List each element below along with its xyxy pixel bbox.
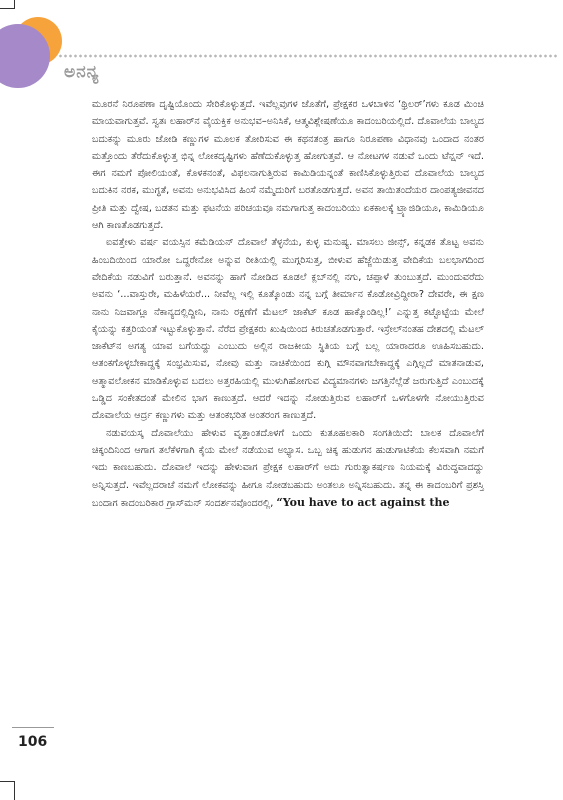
paragraph-text: ಐವತ್ತೇಳು ವರ್ಷ ವಯಸ್ಸಿನ ಕಮೆಡಿಯನ್ ದೊವಾಲೆ ತೆಳ್ಳನೆಯ, ಕುಳ್ಳ ಮನುಷ್ಯ. ಮಾಸಲು ಜೀನ್ಸ್, ಕನ್ನಡಕ ತೊಟ್ಟ ಅವನು ಹಿಂಬದಿಯಿಂದ ಯಾರೋ ಒದ್ದರೇನೋ ಅನ್ನುವ ರೀತಿಯಲ್ಲಿ ಮುಗ್ಗರಿಸುತ್ತ, ಬೀಳುವ ಹೆಜ್ಜೆಯಿಡುತ್ತ ವೇದಿಕೆಯ ಬಲಭಾಗದಿಂದ ವೇದಿಕೆಯ ನಡುವಿಗೆ ಬರುತ್ತಾನೆ. ಅವನನ್ನು ಹಾಗೆ ನೋಡಿದ ಕೂಡಲೆ ಕ್ಲಬ್‌ನಲ್ಲಿ ನಗು, ಚಪ್ಪಾಳೆ ತುಂಬುತ್ತದೆ. ಮುಂದುವರೆದು ಅವನು ‘...ವಾಸ್ತುರೇ, ಮಹಿಳೆಯರೆ... ನೀವೆಲ್ಲ ಇಲ್ಲಿ ಕೂತ್ಕೊಂಡು ನನ್ನ ಬಗ್ಗೆ ತೀರ್ಮಾನ ಕೊಡೋವ್ರಿದ್ದೀರಾ? ದೇವರೇ, ಈ ಕ್ಷಣ ನಾನು ನಿಜವಾಗ್ಲೂ ನೆಕಾನ್ಯದಲ್ಲಿದ್ದೀನಿ, ನಾನು ರಕ್ಷಣೆಗೆ ಮೆಟಲ್ ಜಾಕೆಟ್ ಕೂಡ ಹಾಕ್ಕೊಂಡಿಲ್ಲ!’ ಎನ್ನುತ್ತ ಕಟ್ಟೊಟ್ಟೆಯ ಮೇಲೆ ಕೈಯನ್ನು ಕತ್ತರಿಯಂತೆ ಇಟ್ಟುಕೊಳ್ಳುತ್ತಾನೆ. ನೆರೆದ ಪ್ರೇಕ್ಷಕರು ಖುಷಿಯಿಂದ ಕಿರುಚತೊಡಗುತ್ತಾರೆ. ಇಸ್ರೇಲ್‌ನಂತಹ ದೇಶದಲ್ಲಿ ಮೆಟಲ್ ಜಾಕೆಟ್‌ನ ಅಗತ್ಯ ಯಾವ ಬಗೆಯದ್ದು ಎಂಬುದು ಅಲ್ಲಿನ ರಾಜಕೀಯ ಸ್ಥಿತಿಯ ಬಗ್ಗೆ ಬಲ್ಲ ಯಾರಾದರೂ ಊಹಿಸಬಹುದು. ಆತಂಕಗೊಳ್ಳಬೇಕಾದ್ದಕ್ಕೆ ಸಂಭ್ರಮಿಸುವ, ನೋವು ಮತ್ತು ನಾಚಿಕೆಯಿಂದ ಕುಗ್ಗಿ ಮೌನವಾಗಬೇಕಾದ್ದಕ್ಕೆ ಎಗ್ಗಿಲ್ಲದೆ ಮಾತನಾಡುವ, ಆತ್ಮಾವಲೋಕನ ಮಾಡಿಕೊಳ್ಳುವ ಬದಲು ಅತ್ತರಹಿಯಲ್ಲಿ ಮುಳುಗಿಹೋಗುವ ವಿದ್ಯಮಾನಗಳು ಜಗತ್ತಿನೆಲ್ಲೆಡೆ ಜರುಗುತ್ತಿದೆ ಎಂಬುದಕ್ಕೆ ಒಡ್ಡಿದ ಸಂಕೇತದಂತೆ ಮೇಲಿನ ಭಾಗ ಕಾಣುತ್ತದೆ. ಆದರೆ ಇದನ್ನು ನೋಡುತ್ತಿರುವ ಲಹಾರ್‌ಗೆ ಒಳಗೊಳಗೇ ನೋಯುತ್ತಿರುವ ದೊವಾಲೆಯ ಆರ್ದ್ರ ಕಣ್ಣುಗಳು ಮತ್ತು ಆತಂಕಭರಿತ ಅಂತರಂಗ ಕಾಣುತ್ತದೆ. (92, 237, 484, 422)
page-number: 106 (18, 734, 48, 750)
paragraph (92, 96, 484, 234)
crop-mark-bottom-left-h (0, 781, 14, 782)
paragraph-text: ನಡುವಯಸ್ಕ ದೊವಾಲೆಯು ಹೇಳುವ ವೃತ್ತಾಂತದೊಳಗೆ ಒಂದು ಕುತೂಹಲಕಾರಿ ಸಂಗತಿಯಿದೆ: ಬಾಲಕ ದೊವಾಲೆಗೆ ಚಿಕ್ಕಂದಿನಿಂದ ಆಗಾಗ ತಲೆಕೆಳಗಾಗಿ ಕೈಯ ಮೇಲೆ ನಡೆಯುವ ಅಭ್ಯಾಸ. ಒಬ್ಬ ಚಿಕ್ಕ ಹುಡುಗನ ಹುಡುಗಾಟಿಕೆಯ ಕೆಲಸವಾಗಿ ನಮಗೆ ಇದು ಕಾಣಬಹುದು. ದೊವಾಲೆ ಇದನ್ನು ಹೇಳುವಾಗ ಪ್ರೇಕ್ಷಕ ಲಹಾರ್‌ಗೆ ಅದು ಗುರುತ್ವಾಕರ್ಷಣ ನಿಯಮಕ್ಕೆ ವಿರುದ್ಧವಾದದ್ದು ಅನ್ನಿಸುತ್ತದೆ. ಇವೆಲ್ಲದರಾಚೆ ನಮಗೆ ಲೋಕವನ್ನು ಹೀಗೂ ನೋಡಬಹುದು ಅಂತಲೂ ಅನ್ನಿಸಬಹುದು. ತನ್ನ ಈ ಕಾದಂಬರಿಗೆ ಪ್ರಶಸ್ತಿ ಬಂದಾಗ ಕಾದಂಬರಿಕಾರ ಗ್ರಾಸ್‌ಮನ್ ಸಂದರ್ಶನವೊಂದರಲ್ಲಿ, (92, 427, 484, 509)
paragraph (92, 234, 484, 424)
body-text (92, 96, 484, 512)
crop-mark-top-left-v (14, 0, 15, 9)
paragraph-text: ಮೂರನೆ ನಿರೂಪಣಾ ದೃಷ್ಟಿಯೊಂದು ಸೇರಿಕೊಳ್ಳುತ್ತದೆ. ಇವೆಲ್ಲವುಗಳ ಜೊತೆಗೆ, ಪ್ರೇಕ್ಷಕರ ಒಳಬಾಳಿನ ‘ಥ್ರಿಲರ್’ಗಳು ಕೂಡ ಮಿಂಚಿ ಮಾಯವಾಗುತ್ತವೆ. ಸ್ವತಃ ಲಹಾರ್‌ನ ವೈಯಕ್ತಿಕ ಅನುಭವ–ಅನಿಸಿಕೆ, ಆತ್ಮವಿಶ್ಲೇಷಣೆಯೂ ಕಾದಂಬರಿಯಲ್ಲಿದೆ. ದೊವಾಲೆಯ ಬಾಲ್ಯದ ಬದುಕನ್ನು ಮೂರು ಜೋಡಿ ಕಣ್ಣುಗಳ ಮೂಲಕ ತೋರಿಸುವ ಈ ಕಥನತಂತ್ರ ಹಾಗೂ ನಿರೂಪಣಾ ವಿಧಾನವು ಒಂದಾದ ನಂತರ ಮತ್ತೊಂದು ತೆರೆದುಕೊಳ್ಳುತ್ತ ಭಿನ್ನ ಲೋಕದೃಷ್ಟಿಗಳು ಹೆಣೆದುಕೊಳ್ಳುತ್ತ ಹೋಗುತ್ತವೆ. ಆ ನೋಟಗಳ ನಡುವೆ ಒಂದು ಟೆನ್ಷನ್ ಇದೆ. ಈಗ ನಮಗೆ ಪೋಲಿಯಂತೆ, ಕೊಳಕನಂತೆ, ವಿಫಲನಾಗುತ್ತಿರುವ ಕಾಮಿಡಿಯನ್ನಂತೆ ಕಾಣಿಸಿಕೊಳ್ಳುತ್ತಿರುವ ದೊವಾಲೆಯ ಬಾಲ್ಯದ ಬದುಕಿನ ನರಕ, ಮುಗ್ಧತೆ, ಅವನು ಅನುಭವಿಸಿದ ಹಿಂಸೆ ನಮ್ಮೆದುರಿಗೆ ಬರತೊಡಗುತ್ತದೆ. ಅವನ ತಾಯಿತಂದೆಯರ ದಾಂಪತ್ಯಜೀವನದ ಪ್ರೀತಿ ಮತ್ತು ದ್ವೇಷ, ಬಡತನ ಮತ್ತು ಫಟನೆಯ ಪರಿಚಯವೂ ನಮಗಾಗುತ್ತ ಕಾದಂಬರಿಯು ಏಕಕಾಲಕ್ಕೆ ಟ್ರ್ಯಾಜಿಡಿಯೂ, ಕಾಮಿಡಿಯೂ ಆಗಿ ಕಾಣತೊಡಗುತ್ತದೆ. (92, 99, 484, 232)
crop-mark-top-left-h (0, 8, 14, 9)
english-quote-text: “You have to act against the (276, 495, 450, 509)
paragraph (92, 425, 484, 512)
dotted-header-rule (58, 54, 557, 58)
crop-mark-bottom-left-v (14, 781, 15, 800)
running-header-title: ಅನನ್ಯ (64, 62, 100, 82)
footer-rule (12, 727, 54, 728)
